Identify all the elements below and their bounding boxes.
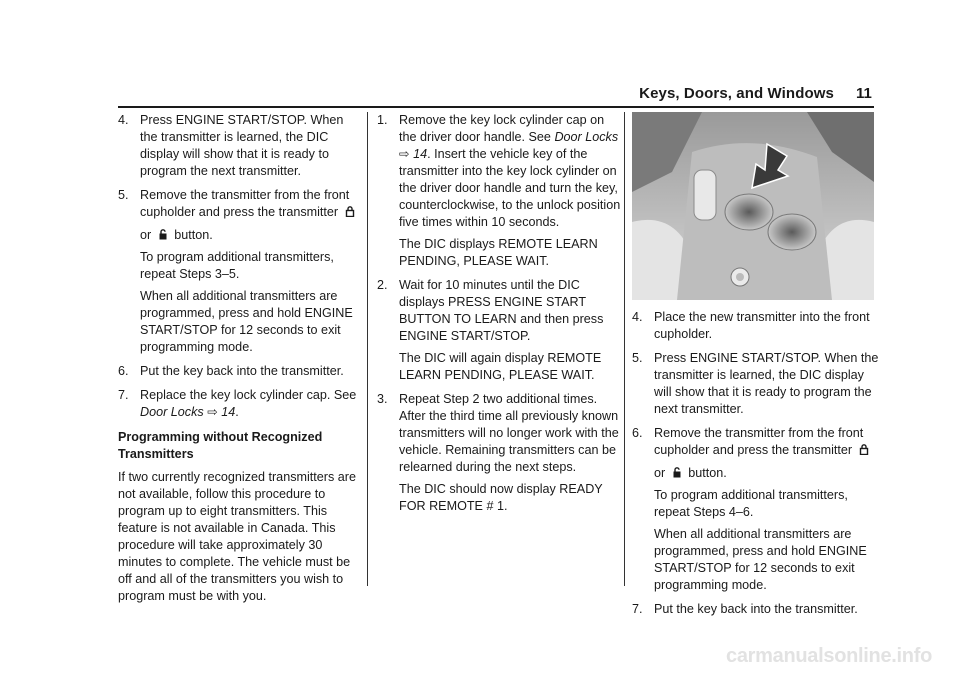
step-number: 5. — [118, 188, 129, 202]
page-ref-arrow: ⇨ — [399, 147, 410, 161]
step-4 — [118, 112, 358, 180]
unlock-icon — [672, 467, 682, 478]
step-text-button: button. — [688, 466, 727, 480]
column-divider — [367, 112, 368, 586]
step-text: Wait for 10 minutes until the DIC displays PRESS ENGINE START BUTTON TO LEARN and then press ENGINE START/STOP. — [399, 278, 604, 343]
step-sub-1: To program additional transmitters, repeat Steps 4–6. — [654, 488, 848, 519]
lock-icon — [345, 206, 355, 217]
step-5 — [632, 350, 882, 418]
step-7 — [118, 387, 358, 421]
step-number: 7. — [632, 602, 643, 616]
step-number: 6. — [118, 364, 129, 378]
step-text: Remove the transmitter from the front cupholder and press the transmitter — [654, 426, 864, 457]
step-text: Remove the transmitter from the front cupholder and press the transmitter — [140, 188, 350, 219]
step-text: Put the key back into the transmitter. — [140, 364, 344, 378]
intro-paragraph: If two currently recognized transmitters are not available, follow this procedure to program up to eight transmitters. This feature is not available in Canada. This procedure will take approximately 30 minutes to complete. The vehicle must be off and all of the transmitters you wish to program must be with you. — [118, 470, 356, 603]
header-rule — [118, 106, 874, 108]
column-3 — [632, 112, 882, 625]
door-locks-link[interactable]: Door Locks — [140, 405, 204, 419]
step-sub-1: To program additional transmitters, repeat Steps 3–5. — [140, 250, 334, 281]
step-sub-2: When all additional transmitters are programmed, press and hold ENGINE START/STOP for 12 seconds to exit programming mode. — [140, 289, 353, 354]
watermark: carmanualsonline.info — [726, 645, 932, 667]
step-7 — [632, 601, 882, 618]
step-text-cont: . Insert the vehicle key of the transmitter into the key lock cylinder on the driver door handle and turn the key, counterclockwise, to the unlock position five times within 10 seconds. — [399, 147, 621, 229]
column-1 — [118, 112, 358, 605]
step-6 — [118, 363, 358, 380]
page-ref: 14 — [221, 405, 236, 419]
unlock-icon — [158, 229, 168, 240]
lock-icon — [859, 444, 869, 455]
step-number: 5. — [632, 351, 643, 365]
section-title: Keys, Doors, and Windows — [639, 85, 834, 102]
step-text-button: button. — [174, 228, 213, 242]
step-text-or: or — [654, 466, 666, 480]
step-5 — [118, 187, 358, 356]
section-heading: Programming without Recognized Transmitters — [118, 430, 323, 461]
step-number: 4. — [632, 310, 643, 324]
step-sub: The DIC should now display READY FOR REMOTE # 1. — [399, 482, 603, 513]
step-text-or: or — [140, 228, 152, 242]
step-sub: The DIC displays REMOTE LEARN PENDING, PLEASE WAIT. — [399, 237, 598, 268]
column-divider — [624, 112, 625, 586]
sentence-end: . — [235, 405, 239, 419]
step-number: 7. — [118, 388, 129, 402]
cupholder-photo — [632, 112, 874, 300]
step-1 — [377, 112, 622, 270]
step-text: Put the key back into the transmitter. — [654, 602, 858, 616]
page-ref: 14 — [413, 147, 428, 161]
step-text: Press ENGINE START/STOP. When the transmitter is learned, the DIC display will show that it is ready to program the next transmitter. — [140, 113, 344, 178]
step-3 — [377, 391, 622, 515]
step-6 — [632, 425, 882, 594]
page-number: 11 — [855, 85, 872, 102]
column-2 — [377, 112, 622, 522]
step-number: 1. — [377, 113, 388, 127]
step-number: 2. — [377, 278, 388, 292]
step-sub: The DIC will again display REMOTE LEARN PENDING, PLEASE WAIT. — [399, 351, 602, 382]
step-number: 3. — [377, 392, 388, 406]
step-text: Remove the key lock cylinder cap on the driver door handle. See — [399, 113, 605, 144]
door-locks-link[interactable]: Door Locks — [554, 130, 619, 144]
step-number: 4. — [118, 113, 129, 127]
step-2 — [377, 277, 622, 384]
step-4 — [632, 309, 882, 343]
step-number: 6. — [632, 426, 643, 440]
page-header — [639, 85, 872, 102]
step-text: Repeat Step 2 two additional times. After the third time all previously known transmitters will no longer work with the vehicle. Remaining transmitters can be relearned during the next steps. — [399, 392, 619, 474]
step-sub-2: When all additional transmitters are programmed, press and hold ENGINE START/STOP for 12 seconds to exit programming mode. — [654, 527, 867, 592]
page-ref-arrow: ⇨ — [207, 405, 218, 419]
step-text: Place the new transmitter into the front cupholder. — [654, 310, 870, 341]
step-text: Replace the key lock cylinder cap. See — [140, 388, 357, 402]
step-text: Press ENGINE START/STOP. When the transmitter is learned, the DIC display will show that it is ready to program the next transmitter. — [654, 351, 879, 416]
